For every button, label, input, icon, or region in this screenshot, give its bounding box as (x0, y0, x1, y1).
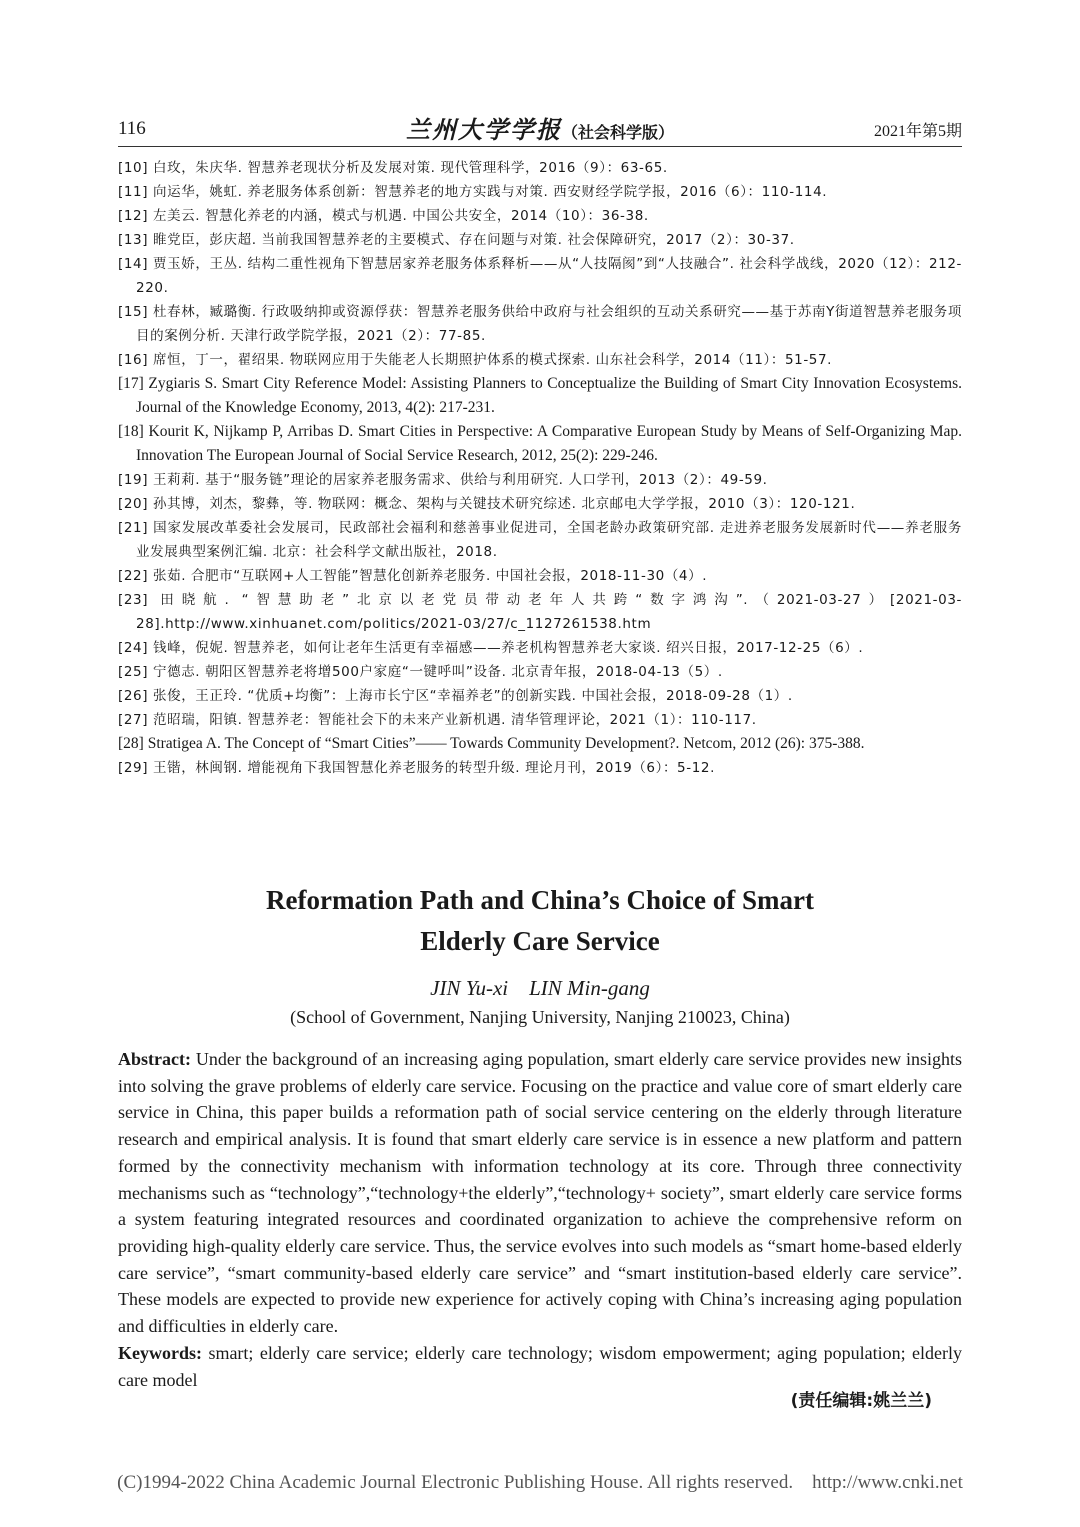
reference-item: [12] 左美云. 智慧化养老的内涵，模式与机遇. 中国公共安全，2014（10）：36-38. (118, 208, 649, 224)
affiliation: (School of Government, Nanjing University, Nanjing 210023, China) (290, 1007, 790, 1027)
reference-item: [27] 范昭瑞，阳镇. 智慧养老：智能社会下的未来产业新机遇. 清华管理评论，2021（1）：110-117. (118, 712, 757, 728)
journal-edition: （社会科学版） (561, 123, 674, 142)
reference-item: [15] 杜春林，臧璐衡. 行政吸纳抑或资源俘获：智慧养老服务供给中政府与社会组织的互动关系研究——基于苏南Y街道智慧养老服务项目的案例分析. 天津行政学院学报，2021（2）：77-85. (118, 304, 962, 344)
header-rule (118, 146, 962, 147)
reference-item: [18] Kourit K, Nijkamp P, Arribas D. Smart Cities in Perspective: A Comparative European Study by Means of Self-Organizing Map. Innovation The European Journal of Social Service Research, 2012, 25(2): 229-246. (118, 423, 962, 464)
reference-item: [11] 向运华，姚虹. 养老服务体系创新：智慧养老的地方实践与对策. 西安财经学院学报，2016（6）：110-114. (118, 184, 828, 200)
reference-item: [24] 钱峰，倪妮. 智慧养老，如何让老年生活更有幸福感——养老机构智慧养老大家谈. 绍兴日报，2017-12-25（6）. (118, 640, 864, 656)
reference-list (118, 156, 962, 780)
reference-item: [28] Stratigea A. The Concept of “Smart Cities”—— Towards Community Development?. Netcom, 2012 (26): 375-388. (118, 735, 865, 752)
reference-item: [13] 睢党臣，彭庆超. 当前我国智慧养老的主要模式、存在问题与对策. 社会保障研究，2017（2）：30-37. (118, 232, 795, 248)
abstract-label: Abstract: (118, 1049, 191, 1069)
reference-item: [22] 张茹. 合肥市“互联网+人工智能”智慧化创新养老服务. 中国社会报，2018-11-30（4）. (118, 568, 708, 584)
keywords-label: Keywords: (118, 1343, 202, 1363)
page-number: 116 (118, 118, 146, 139)
reference-item: [14] 贾玉娇，王丛. 结构二重性视角下智慧居家养老服务体系释析——从“人技隔阂”到“人技融合”. 社会科学战线，2020（12）：212-220. (118, 256, 962, 296)
reference-item: [29] 王锴，林闽钢. 增能视角下我国智慧化养老服务的转型升级. 理论月刊，2019（6）：5-12. (118, 760, 715, 776)
abstract-text: Under the background of an increasing aging population, smart elderly care service provides new insights into solving the grave problems of elderly care service. Focusing on the practice and value core of smart elderly care service in China, this paper builds a reformation path of social service centering on the elderly through literature research and empirical analysis. It is found that smart elderly care service is in essence a new platform and pattern formed by the connectivity mechanism with information technology at its core. Through three connectivity mechanisms such as “technology”,“technology+the elderly”,“technology+ society”, smart elderly care service forms a system featuring integrated resources and coordinated organization to achieve the comprehensive reform on providing high-quality elderly care service. Thus, the service evolves into such models as “smart home-based elderly care service”, “smart community-based elderly care service” and “smart institution-based elderly care service”. These models are expected to provide new experience for actively coping with China’s increasing aging population and difficulties in elderly care. (118, 1049, 962, 1337)
authors: JIN Yu-xi LIN Min-gang (430, 976, 650, 1000)
journal-title (118, 110, 962, 145)
reference-item: [16] 席恒，丁一，翟绍果. 物联网应用于失能老人长期照护体系的模式探索. 山东社会科学，2014（11）：51-57. (118, 352, 833, 368)
abstract (118, 1046, 962, 1340)
reference-item: [19] 王莉莉. 基于“服务链”理论的居家养老服务需求、供给与利用研究. 人口学刊，2013（2）：49-59. (118, 472, 768, 488)
reference-item: [20] 孙其博，刘杰，黎彝，等. 物联网：概念、架构与关键技术研究综述. 北京邮电大学学报，2010（3）：120-121. (118, 496, 856, 512)
copyright-footer: (C)1994-2022 China Academic Journal Electronic Publishing House. All rights reserved. http://www.cnki.net (117, 1472, 963, 1493)
keywords-text: smart; elderly care service; elderly care technology; wisdom empowerment; aging population; elderly care model (118, 1343, 962, 1390)
journal-name: 兰州大学学报 (405, 115, 562, 144)
reference-item: [25] 宁德志. 朝阳区智慧养老将增500户家庭“一键呼叫”设备. 北京青年报，2018-04-13（5）. (118, 664, 723, 680)
reference-item: [10] 白玫，朱庆华. 智慧养老现状分析及发展对策. 现代管理科学，2016（9）：63-65. (118, 160, 668, 176)
issue-label: 2021年第5期 (873, 123, 962, 140)
article-title (118, 880, 962, 962)
title-line-1: Reformation Path and China’s Choice of Smart (266, 885, 814, 915)
reference-item: [21] 国家发展改革委社会发展司，民政部社会福利和慈善事业促进司，全国老龄办政策研究部. 走进养老服务发展新时代——养老服务业发展典型案例汇编. 北京：社会科学文献出版社，2018. (118, 520, 962, 560)
editor-note: (责任编辑:姚兰兰) (790, 1391, 932, 1411)
reference-item: [23] 田晓航. “智慧助老”北京以老党员带动老年人共跨“数字鸿沟”.（2021-03-27）[2021-03-28].http://www.xinhuanet.com/politics/2021-03/27/c_1127261538.htm (118, 592, 962, 632)
page-header (118, 108, 962, 144)
title-line-2: Elderly Care Service (420, 926, 660, 956)
reference-item: [17] Zygiaris S. Smart City Reference Model: Assisting Planners to Conceptualize the Building of Smart City Innovation Ecosystems. Journal of the Knowledge Economy, 2013, 4(2): 217-231. (118, 375, 962, 416)
reference-item: [26] 张俊，王正玲. “优质+均衡”：上海市长宁区“幸福养老”的创新实践. 中国社会报，2018-09-28（1）. (118, 688, 793, 704)
